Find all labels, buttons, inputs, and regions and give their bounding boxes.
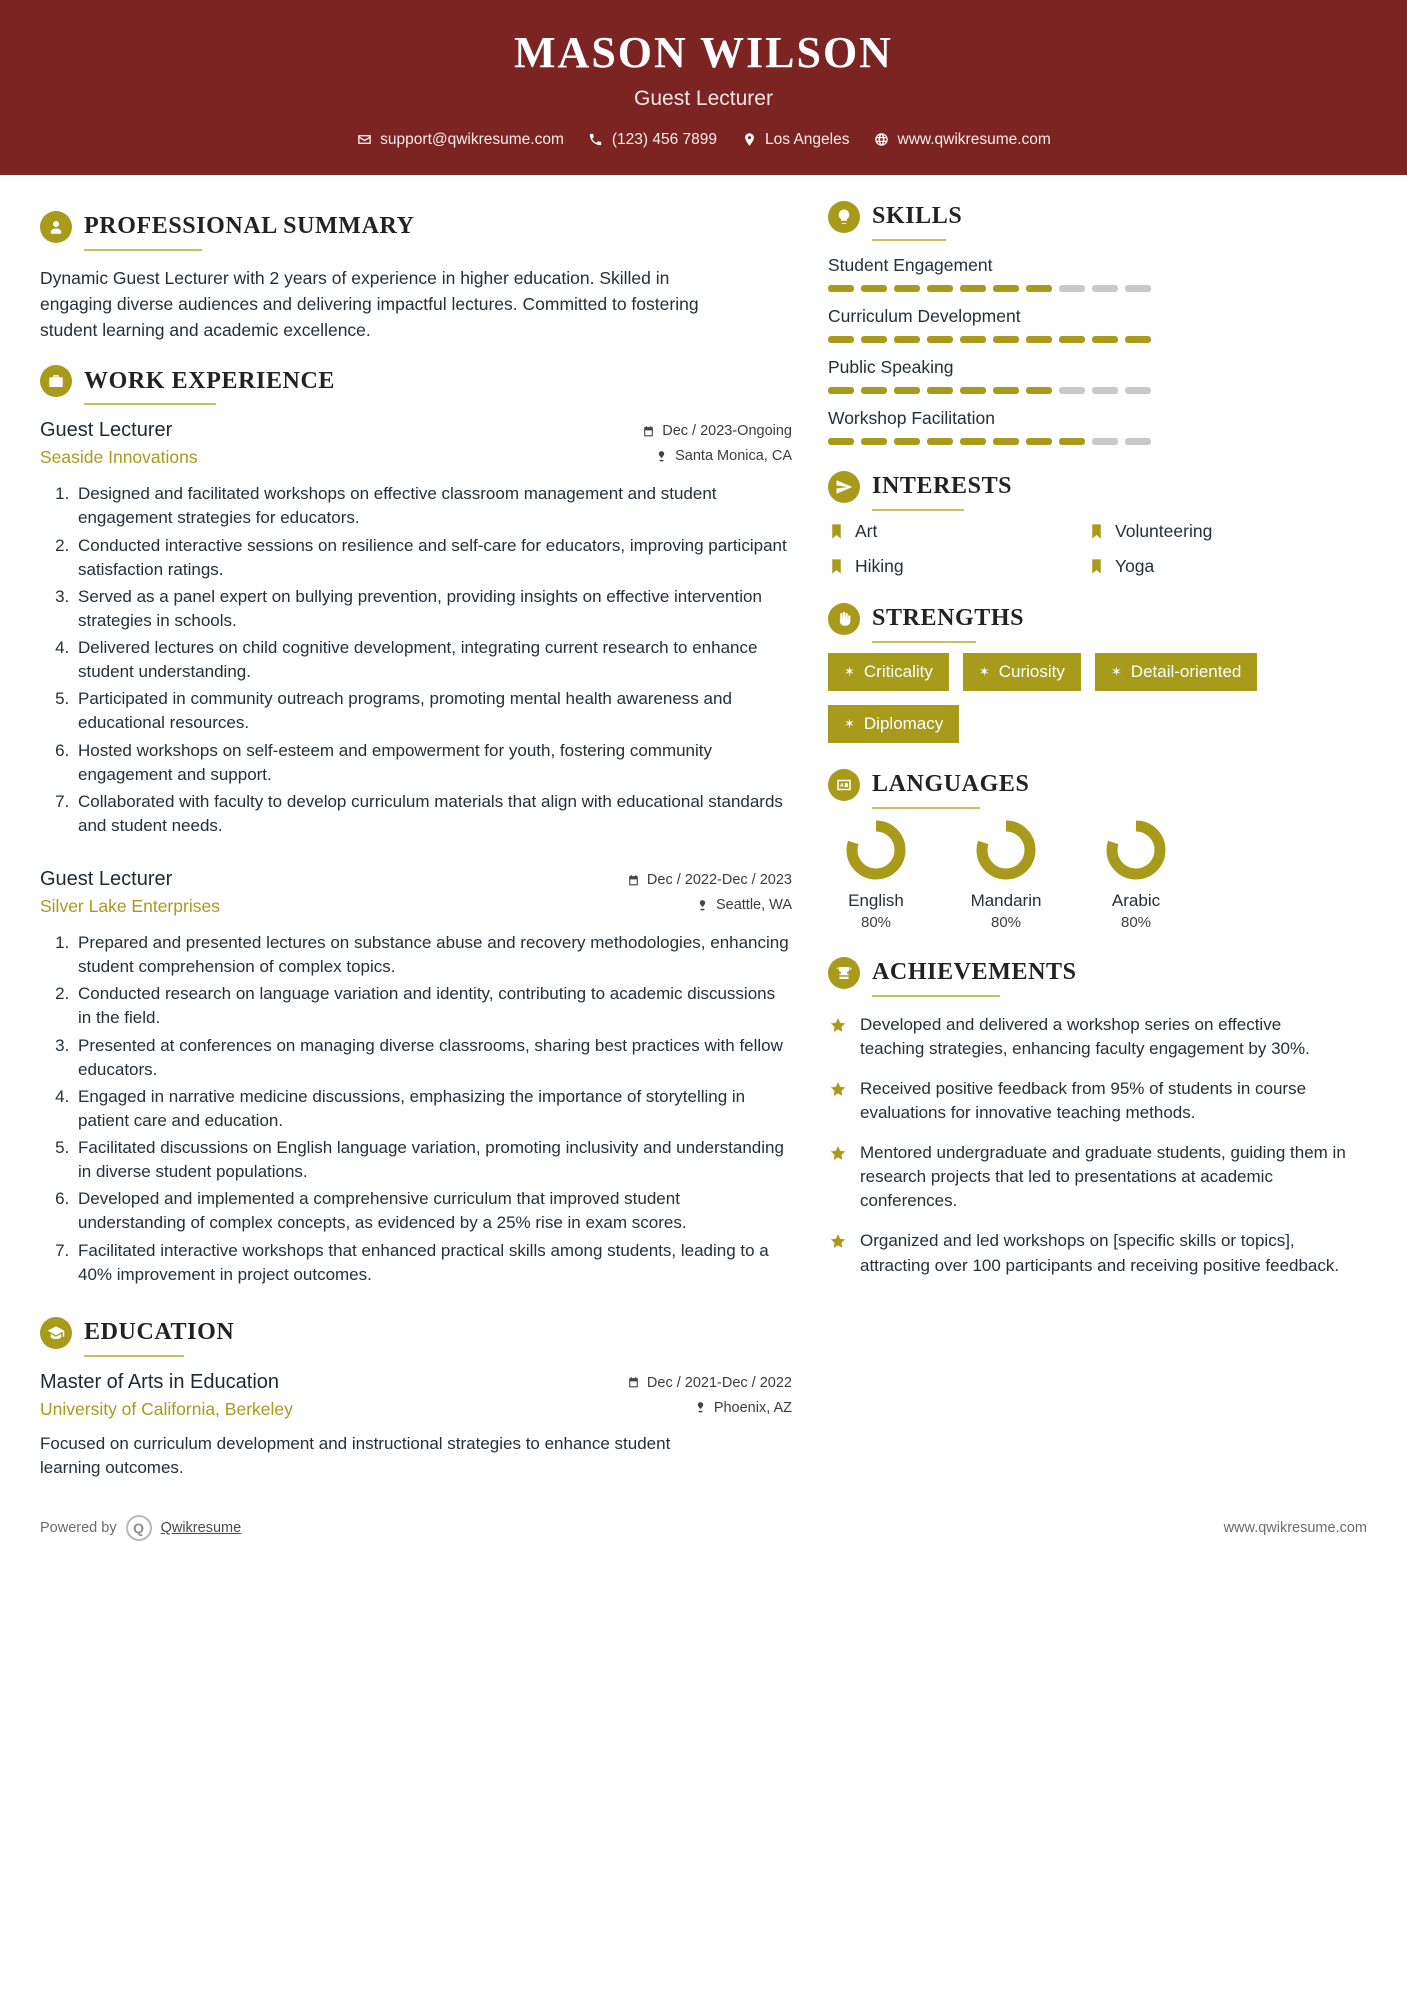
strengths-list [828, 653, 1348, 743]
star-icon: ✶ [844, 715, 855, 731]
phone-icon [588, 132, 604, 148]
map-pin-icon [694, 1401, 707, 1414]
star-icon: ✶ [844, 663, 855, 679]
job-bullet-list [40, 931, 792, 1287]
language-name: Arabic [1111, 890, 1161, 910]
job-role-subtitle: Guest Lecturer [634, 86, 773, 110]
star-icon: ✶ [978, 663, 990, 679]
strength-chip [828, 653, 949, 691]
briefcase-icon [40, 365, 72, 397]
language-badge-icon [828, 769, 860, 801]
lightbulb-icon [828, 201, 860, 233]
star-badge-icon [828, 1013, 848, 1061]
job-bullet-list [40, 482, 792, 838]
language-percent: 80% [860, 913, 892, 931]
job-location [577, 897, 792, 913]
contact-website[interactable] [874, 131, 1051, 149]
graduation-cap-icon [40, 1317, 72, 1349]
interest-item [1088, 521, 1348, 542]
section-languages-header [828, 769, 1348, 801]
interest-item [828, 521, 1088, 542]
section-title: ACHIEVEMENTS [872, 959, 1077, 986]
interest-item [828, 556, 1088, 577]
hand-icon [828, 603, 860, 635]
language-progress-ring [1105, 819, 1167, 881]
list-item: 1. Prepared and presented lectures on substance abuse and recovery methodologies, enhancing student comprehension of complex topics. [74, 931, 792, 979]
bookmark-icon [828, 523, 845, 540]
contact-location-text: Los Angeles [765, 130, 850, 148]
list-item: 6. Developed and implemented a comprehensive curriculum that improved student understanding of complex concepts, as evidenced by a 25% rise in exam scores. [74, 1187, 792, 1235]
skill-item [828, 357, 1348, 394]
map-pin-icon [696, 899, 709, 912]
skill-label: Workshop Facilitation [828, 407, 995, 428]
list-item: 3. Served as a panel expert on bullying prevention, providing insights on effective intervention strategies in schools. [74, 585, 792, 633]
education-dates-text: Dec / 2021-Dec / 2022 [646, 1374, 792, 1391]
list-item: 5. Facilitated discussions on English language variation, promoting inclusivity and understanding in diverse student populations. [74, 1136, 792, 1184]
achievement-item [828, 1077, 1348, 1125]
section-strengths-header [828, 603, 1348, 635]
list-item: 7. Collaborated with faculty to develop curriculum materials that align with educational standards and student needs. [74, 790, 792, 838]
section-divider [872, 995, 1000, 997]
job-company: Silver Lake Enterprises [40, 896, 220, 917]
section-title: PROFESSIONAL SUMMARY [84, 213, 415, 240]
section-divider [872, 239, 946, 241]
list-item: 1. Designed and facilitated workshops on effective classroom management and student engagement strategies for educators. [74, 482, 792, 530]
section-divider [84, 403, 216, 405]
bookmark-icon [1088, 523, 1105, 540]
language-percent: 80% [1120, 913, 1152, 931]
right-column [828, 201, 1348, 1482]
powered-by-block [40, 1515, 241, 1541]
job-dates-text: Dec / 2022-Dec / 2023 [646, 872, 792, 889]
education-school: University of California, Berkeley [40, 1398, 293, 1419]
section-divider [84, 1355, 184, 1357]
job-meta [577, 419, 792, 464]
language-progress-ring [975, 819, 1037, 881]
section-divider [872, 807, 980, 809]
education-degree: Master of Arts in Education [40, 1370, 280, 1393]
section-work-experience-header [40, 365, 792, 397]
star-badge-icon [828, 1077, 848, 1125]
list-item: 4. Engaged in narrative medicine discussions, emphasizing the importance of storytelling in patient care and education. [74, 1085, 792, 1133]
achievement-item [828, 1141, 1348, 1213]
language-item [958, 819, 1054, 931]
strength-label: Criticality [863, 661, 933, 681]
section-title: SKILLS [872, 203, 963, 230]
section-achievements-header [828, 957, 1348, 989]
section-education-header [40, 1317, 792, 1349]
contact-email[interactable] [356, 131, 564, 149]
globe-icon [874, 132, 890, 148]
skill-item [828, 255, 1348, 292]
skill-item [828, 306, 1348, 343]
section-interests-header [828, 471, 1348, 503]
page-title: MASON WILSON [514, 28, 893, 77]
achievement-text: Received positive feedback from 95% of students in course evaluations for innovative teaching methods. [860, 1078, 1307, 1122]
calendar-icon [642, 425, 655, 438]
section-skills-header [828, 201, 1348, 233]
job-dates [577, 872, 792, 888]
section-divider [84, 249, 202, 251]
job-dates [577, 423, 792, 439]
interest-label: Hiking [855, 555, 904, 576]
section-divider [872, 641, 976, 643]
list-item: 2. Conducted interactive sessions on resilience and self-care for educators, improving participant satisfaction ratings. [74, 534, 792, 582]
strength-chip [1095, 653, 1257, 691]
map-pin-icon [655, 450, 668, 463]
interest-item [1088, 556, 1348, 577]
contact-phone[interactable] [588, 131, 717, 149]
job-location [577, 448, 792, 464]
job-company: Seaside Innovations [40, 447, 198, 468]
achievement-text: Developed and delivered a workshop series on effective teaching strategies, enhancing faculty engagement by 30%. [860, 1014, 1310, 1058]
skill-rating [828, 387, 1348, 394]
languages-list [828, 819, 1348, 931]
strength-chip [828, 705, 959, 743]
contact-website-text: www.qwikresume.com [897, 130, 1051, 148]
strength-label: Curiosity [998, 661, 1065, 681]
skill-rating [828, 336, 1348, 343]
mail-icon [356, 132, 372, 148]
left-column [40, 201, 792, 1482]
education-description: Focused on curriculum development and instructional strategies to enhance student learning outcomes. [40, 1433, 671, 1478]
education-entry [40, 1371, 792, 1481]
skill-rating [828, 285, 1348, 292]
strength-label: Detail-oriented [1130, 661, 1242, 681]
language-percent: 80% [990, 913, 1022, 931]
skill-label: Public Speaking [828, 356, 954, 377]
language-name: Mandarin [970, 890, 1042, 910]
list-item: 4. Delivered lectures on child cognitive development, integrating current research to enhance student understanding. [74, 636, 792, 684]
star-badge-icon [828, 1141, 848, 1213]
job-meta [577, 868, 792, 913]
resume-header [0, 0, 1407, 175]
location-pin-icon [741, 132, 757, 148]
interests-grid [828, 521, 1348, 577]
bookmark-icon [1088, 558, 1105, 575]
education-location [577, 1400, 792, 1416]
job-title: Guest Lecturer [40, 868, 173, 891]
education-location-text: Phoenix, AZ [713, 1399, 792, 1416]
section-title: INTERESTS [872, 473, 1013, 500]
list-item: 5. Participated in community outreach programs, promoting mental health awareness and educational resources. [74, 687, 792, 735]
interest-label: Art [855, 520, 878, 541]
job-title: Guest Lecturer [40, 419, 173, 442]
skill-label: Curriculum Development [828, 305, 1021, 326]
section-professional-summary-header [40, 211, 792, 243]
contact-email-text: support@qwikresume.com [380, 130, 564, 148]
section-divider [872, 509, 964, 511]
achievement-text: Organized and led workshops on [specific skills or topics], attracting over 100 participants and receiving positive feedback. [860, 1231, 1340, 1275]
skill-item [828, 408, 1348, 445]
skill-label: Student Engagement [828, 254, 993, 275]
trophy-icon [828, 957, 860, 989]
job-location-text: Santa Monica, CA [675, 448, 792, 465]
skill-rating [828, 438, 1348, 445]
job-dates-text: Dec / 2023-Ongoing [662, 423, 792, 440]
list-item: 6. Hosted workshops on self-esteem and empowerment for youth, fostering community engagement and support. [74, 739, 792, 787]
section-title: LANGUAGES [872, 771, 1030, 798]
language-progress-ring [845, 819, 907, 881]
bookmark-icon [828, 558, 845, 575]
education-dates [577, 1375, 792, 1391]
interest-label: Volunteering [1115, 520, 1213, 541]
list-item: 3. Presented at conferences on managing diverse classrooms, sharing best practices with fellow educators. [74, 1034, 792, 1082]
contact-phone-text: (123) 456 7899 [611, 130, 718, 148]
contact-location [741, 131, 849, 149]
star-icon: ✶ [1110, 663, 1122, 679]
qwikresume-logo-icon: Q [126, 1515, 152, 1541]
strength-label: Diplomacy [863, 713, 944, 733]
send-icon [828, 471, 860, 503]
strength-chip [963, 653, 1081, 691]
page-footer [0, 1515, 1407, 1563]
achievement-item [828, 1229, 1348, 1277]
calendar-icon [627, 874, 640, 887]
star-badge-icon [828, 1229, 848, 1277]
powered-by-label: Powered by [40, 1520, 117, 1537]
experience-entry [40, 419, 792, 838]
contact-row [40, 131, 1367, 149]
achievement-text: Mentored undergraduate and graduate students, guiding them in research projects that led to presentations at academic conferences. [860, 1143, 1346, 1211]
experience-entry [40, 868, 792, 1287]
user-circle-icon [40, 211, 72, 243]
language-item [828, 819, 924, 931]
list-item: 2. Conducted research on language variation and identity, contributing to academic discussions in the field. [74, 982, 792, 1030]
job-location-text: Seattle, WA [715, 897, 792, 914]
summary-text: Dynamic Guest Lecturer with 2 years of experience in higher education. Skilled in engaging diverse audiences and delivering impactful lectures. Committed to fostering student learning and academic excellence. [40, 267, 699, 341]
resume-body [0, 175, 1407, 1482]
footer-website[interactable]: www.qwikresume.com [1223, 1520, 1367, 1537]
achievement-item [828, 1013, 1348, 1061]
calendar-icon [627, 1376, 640, 1389]
language-item [1088, 819, 1184, 931]
section-title: EDUCATION [84, 1319, 235, 1346]
qwikresume-link[interactable]: Qwikresume [160, 1520, 242, 1537]
section-title: STRENGTHS [872, 605, 1025, 632]
list-item: 7. Facilitated interactive workshops that enhanced practical skills among students, leading to a 40% improvement in project outcomes. [74, 1239, 792, 1287]
education-meta [577, 1371, 792, 1416]
section-title: WORK EXPERIENCE [84, 367, 336, 394]
language-name: English [848, 890, 904, 910]
interest-label: Yoga [1115, 555, 1155, 576]
